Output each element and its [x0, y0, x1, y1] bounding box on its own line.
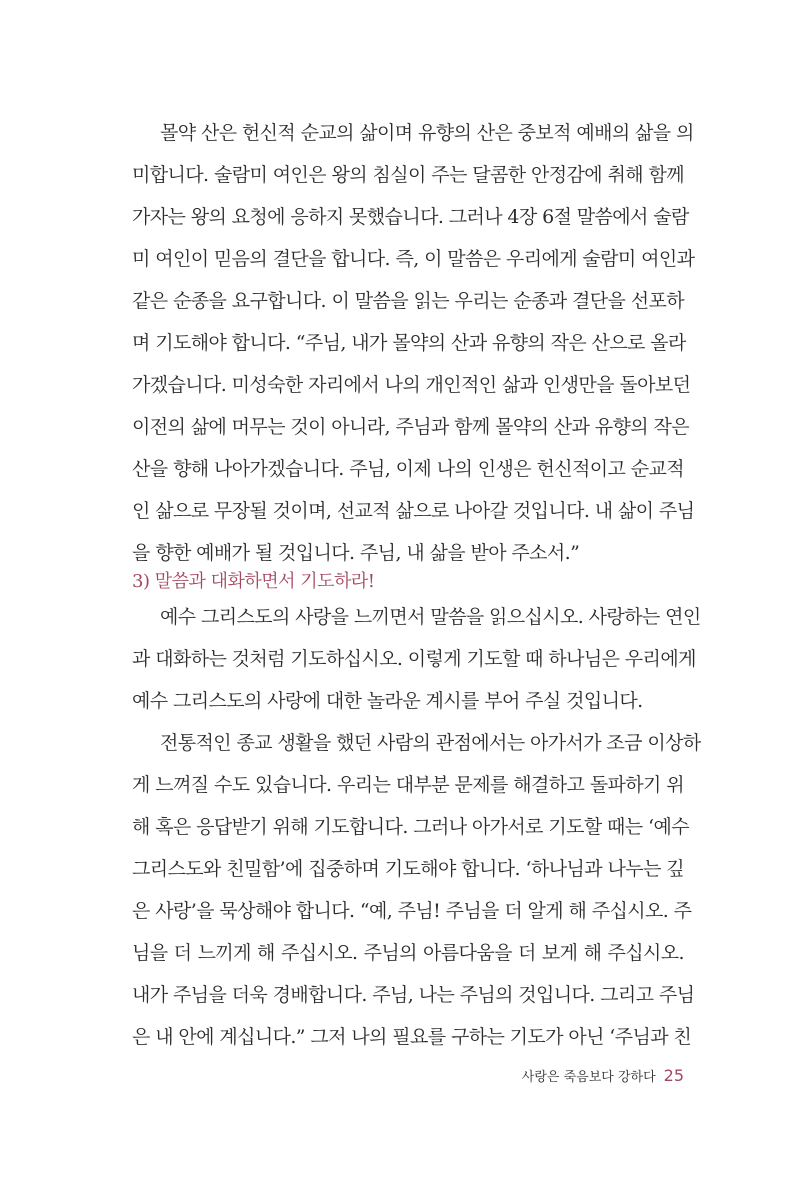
text-line: 해 혹은 응답받기 위해 기도합니다. 그러나 아가서로 기도할 때는 ‘예수 — [132, 816, 689, 838]
section-heading: 3) 말씀과 대화하면서 기도하라! — [132, 571, 375, 592]
text-line: 미 여인이 믿음의 결단을 합니다. 즉, 이 말씀은 우리에게 술람미 여인과 — [132, 248, 695, 270]
text-line: 며 기도해야 합니다. “주님, 내가 몰약의 산과 유향의 작은 산으로 올라 — [132, 332, 686, 354]
text-line: 이전의 삶에 머무는 것이 아니라, 주님과 함께 몰약의 산과 유향의 작은 — [132, 416, 689, 438]
text-line: 은 사랑’을 묵상해야 합니다. “예, 주님! 주님을 더 알게 해 주십시오. 주 — [132, 900, 692, 922]
text-line: 님을 더 느끼게 해 주십시오. 주님의 아름다움을 더 보게 해 주십시오. — [132, 942, 684, 964]
text-line: 을 향한 예배가 될 것입니다. 주님, 내 삶을 받아 주소서.” — [132, 542, 580, 564]
text-line: 게 느껴질 수도 있습니다. 우리는 대부분 문제를 해결하고 돌파하기 위 — [132, 774, 684, 796]
section-1-paragraph — [132, 112, 695, 574]
text-line: 산을 향해 나아가겠습니다. 주님, 이제 나의 인생은 헌신적이고 순교적 — [132, 458, 684, 480]
text-line: 과 대화하는 것처럼 기도하십시오. 이렇게 기도할 때 하나님은 우리에게 — [132, 648, 696, 670]
page-footer — [522, 1066, 684, 1085]
text-line: 내가 주님을 더욱 경배합니다. 주님, 나는 주님의 것입니다. 그리고 주님 — [132, 984, 695, 1006]
section-2-paragraph-1 — [132, 596, 701, 722]
text-line: 예수 그리스도의 사랑을 느끼면서 말씀을 읽으십시오. 사랑하는 연인 — [160, 606, 701, 628]
text-line: 예수 그리스도의 사랑에 대한 놀라운 계시를 부어 주실 것입니다. — [132, 690, 643, 712]
page-number: 25 — [663, 1066, 684, 1085]
section-2-paragraph-2 — [132, 722, 701, 1058]
text-line: 은 내 안에 계십니다.” 그저 나의 필요를 구하는 기도가 아닌 ‘주님과 친 — [132, 1026, 692, 1048]
text-line: 같은 순종을 요구합니다. 이 말씀을 읽는 우리는 순종과 결단을 선포하 — [132, 290, 684, 312]
text-line: 가겠습니다. 미성숙한 자리에서 나의 개인적인 삶과 인생만을 돌아보던 — [132, 374, 691, 396]
text-line: 가자는 왕의 요청에 응하지 못했습니다. 그러나 4장 6절 말씀에서 술람 — [132, 206, 689, 228]
running-title: 사랑은 죽음보다 강하다 — [521, 1070, 656, 1085]
text-line: 전통적인 종교 생활을 했던 사람의 관점에서는 아가서가 조금 이상하 — [160, 732, 701, 754]
text-line: 인 삶으로 무장될 것이며, 선교적 삶으로 나아갈 것입니다. 내 삶이 주님 — [132, 500, 695, 522]
text-line: 미합니다. 술람미 여인은 왕의 침실이 주는 달콤한 안정감에 취해 함께 — [132, 164, 684, 186]
text-line: 그리스도와 친밀함’에 집중하며 기도해야 합니다. ‘하나님과 나누는 깊 — [132, 858, 684, 880]
text-line: 몰약 산은 헌신적 순교의 삶이며 유향의 산은 중보적 예배의 삶을 의 — [160, 122, 694, 144]
